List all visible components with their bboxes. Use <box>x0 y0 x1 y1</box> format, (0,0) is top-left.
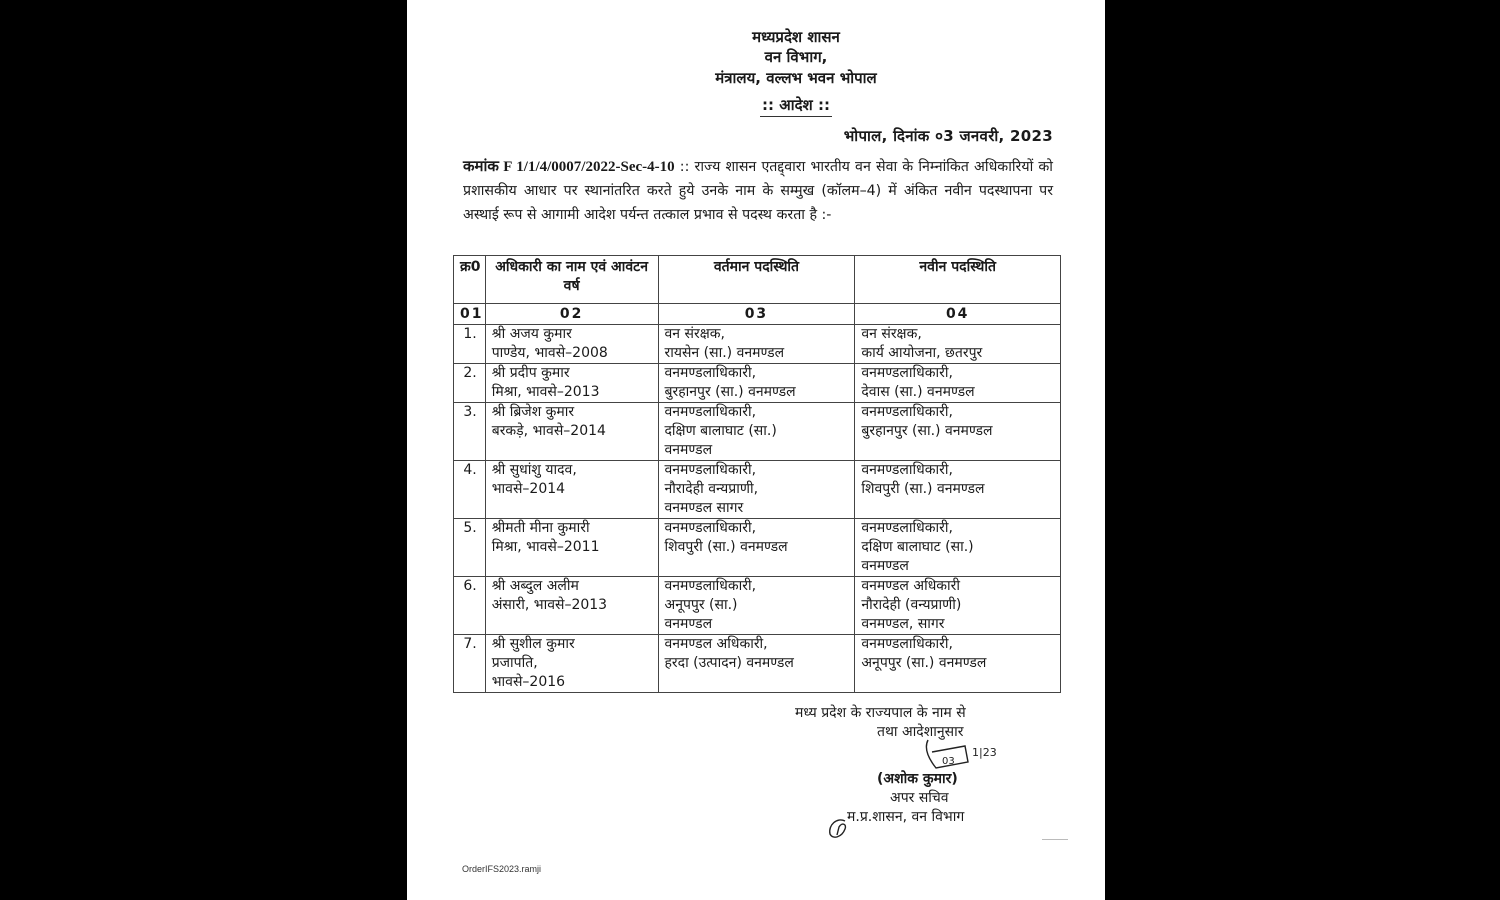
current-posting-line: वनमण्डलाधिकारी, <box>664 520 757 536</box>
table-header-row <box>454 256 1061 304</box>
signatory-name: (अशोक कुमार) <box>877 771 958 787</box>
new-posting-line: वनमण्डल <box>861 558 909 574</box>
officer-batch: मिश्रा, भावसे–2013 <box>491 384 600 400</box>
new-posting-line: वनमण्डलाधिकारी, <box>861 636 953 652</box>
serial-number: 6. <box>454 577 486 635</box>
current-posting-line: वनमण्डल <box>664 616 713 632</box>
column-number: 02 <box>485 304 658 325</box>
new-posting-line: शिवपुरी (सा.) वनमण्डल <box>861 481 985 497</box>
current-posting-line: शिवपुरी (सा.) वनमण्डल <box>664 539 788 555</box>
column-number: 03 <box>658 304 855 325</box>
order-reference: कमांक F 1/1/4/0007/2022-Sec-4-10 <box>463 159 675 175</box>
current-posting-line: वनमण्डल अधिकारी, <box>664 636 768 652</box>
new-posting-line: देवास (सा.) वनमण्डल <box>861 384 975 400</box>
header-department: वन विभाग, <box>764 48 828 66</box>
current-posting-line: वन संरक्षक, <box>664 326 725 342</box>
current-posting-cell <box>658 403 855 461</box>
current-posting-cell <box>658 577 855 635</box>
current-posting-line: हरदा (उत्पादन) वनमण्डल <box>664 655 794 671</box>
current-posting-cell <box>658 461 855 519</box>
table-row <box>454 577 1061 635</box>
column-number: 04 <box>855 304 1061 325</box>
officer-name: श्री प्रदीप कुमार <box>491 365 570 381</box>
order-text: :: राज्य शासन एतद्द्वारा भारतीय वन सेवा के निम्नांकित अधिकारियों को प्रशासकीय आधार पर स्थानांतरित करते हुये उनके नाम के सम्मुख (कॉलम–4) में अंकित नवीन पदस्थापना पर अस्थाई रूप से आगामी आदेश पर्यन्त तत्काल प्रभाव से पदस्थ करता है :- <box>463 159 1053 223</box>
table-row <box>454 635 1061 693</box>
officer-name: श्री सुधांशु यादव, <box>491 462 577 478</box>
new-posting-line: दक्षिण बालाघाट (सा.) <box>861 539 974 555</box>
serial-number: 3. <box>454 403 486 461</box>
column-number: 01 <box>454 304 486 325</box>
officer-name-cell <box>485 364 658 403</box>
header-address: मंत्रालय, वल्लभ भवन भोपाल <box>715 69 877 87</box>
current-posting-line: वनमण्डलाधिकारी, <box>664 462 757 478</box>
officer-name: श्री अब्दुल अलीम <box>491 578 579 594</box>
footer-watermark: OrderIFS2023.ramji <box>462 864 542 874</box>
table-row <box>454 325 1061 364</box>
signature-order-line: तथा आदेशानुसार <box>877 724 964 740</box>
officer-batch: भावसे–2016 <box>491 674 566 690</box>
officer-name-cell <box>485 635 658 693</box>
officer-name-cell <box>485 461 658 519</box>
serial-number: 2. <box>454 364 486 403</box>
header-officer-name: अधिकारी का नाम एवं आवंटन वर्ष <box>485 256 658 304</box>
current-posting-line: रायसेन (सा.) वनमण्डल <box>664 345 785 361</box>
current-posting-line: दक्षिण बालाघाट (सा.) <box>664 423 777 439</box>
current-posting-cell <box>658 519 855 577</box>
serial-number: 4. <box>454 461 486 519</box>
signatory-department: म.प्र.शासन, वन विभाग <box>847 809 965 825</box>
current-posting-line: वनमण्डलाधिकारी, <box>664 365 757 381</box>
new-posting-cell <box>855 325 1061 364</box>
officer-name: श्री अजय कुमार <box>491 326 572 342</box>
new-posting-line: वनमण्डल अधिकारी <box>861 578 961 594</box>
officer-name: श्री ब्रिजेश कुमार <box>491 404 575 420</box>
new-posting-line: वनमण्डलाधिकारी, <box>861 404 953 420</box>
table-row <box>454 403 1061 461</box>
current-posting-line: वनमण्डलाधिकारी, <box>664 578 757 594</box>
current-posting-line: अनूपपुर (सा.) <box>664 597 738 613</box>
signature-authority-line: मध्य प्रदेश के राज्यपाल के नाम से <box>795 705 966 721</box>
officer-name-cell <box>485 519 658 577</box>
new-posting-line: वनमण्डल, सागर <box>861 616 945 632</box>
header-current-posting: वर्तमान पदस्थिति <box>658 256 855 304</box>
current-posting-line: वनमण्डल <box>664 442 713 458</box>
officer-name-cell <box>485 577 658 635</box>
svg-text:1|23: 1|23 <box>972 746 997 759</box>
new-posting-line: कार्य आयोजना, छतरपुर <box>861 345 983 361</box>
current-posting-line: बुरहानपुर (सा.) वनमण्डल <box>664 384 796 400</box>
new-posting-line: वनमण्डलाधिकारी, <box>861 520 953 536</box>
current-posting-line: वनमण्डल सागर <box>664 500 744 516</box>
new-posting-line: वनमण्डलाधिकारी, <box>861 365 953 381</box>
order-title <box>447 95 1145 115</box>
header-serial: क्र0 <box>454 256 486 304</box>
new-posting-line: वनमण्डलाधिकारी, <box>861 462 953 478</box>
officer-name: श्रीमती मीना कुमारी <box>491 520 590 536</box>
officer-batch: बरकड़े, भावसे–2014 <box>491 423 606 439</box>
current-posting-cell <box>658 325 855 364</box>
current-posting-cell <box>658 364 855 403</box>
new-posting-cell <box>855 364 1061 403</box>
table-row <box>454 461 1061 519</box>
new-posting-line: वन संरक्षक, <box>861 326 922 342</box>
officer-batch: पाण्डेय, भावसे–2008 <box>491 345 608 361</box>
transfer-table <box>453 255 1061 693</box>
officer-batch: अंसारी, भावसे–2013 <box>491 597 608 613</box>
officer-name: प्रजापति, <box>491 655 538 671</box>
order-body <box>463 155 1053 227</box>
officer-name-cell <box>485 403 658 461</box>
table-row <box>454 364 1061 403</box>
column-number-row <box>454 304 1061 325</box>
new-posting-cell <box>855 403 1061 461</box>
header-government: मध्यप्रदेश शासन <box>752 28 840 46</box>
new-posting-cell <box>855 635 1061 693</box>
officer-batch: भावसे–2014 <box>491 481 566 497</box>
current-posting-line: वनमण्डलाधिकारी, <box>664 404 757 420</box>
document-page <box>407 0 1105 900</box>
initial-mark-icon <box>825 815 851 841</box>
officer-batch: मिश्रा, भावसे–2011 <box>491 539 600 555</box>
serial-number: 1. <box>454 325 486 364</box>
officer-name: श्री सुशील कुमार <box>491 636 575 652</box>
new-posting-line: बुरहानपुर (सा.) वनमण्डल <box>861 423 993 439</box>
header-new-posting: नवीन पदस्थिति <box>855 256 1061 304</box>
current-posting-cell <box>658 635 855 693</box>
date-line: भोपाल, दिनांक ०3 जनवरी, 2023 <box>843 127 1053 145</box>
officer-name-cell <box>485 325 658 364</box>
table-row <box>454 519 1061 577</box>
new-posting-cell <box>855 577 1061 635</box>
new-posting-cell <box>855 461 1061 519</box>
new-posting-line: अनूपपुर (सा.) वनमण्डल <box>861 655 987 671</box>
serial-number: 5. <box>454 519 486 577</box>
handwritten-date: 03 <box>942 756 955 767</box>
new-posting-line: नौरादेही (वन्यप्राणी) <box>861 597 962 613</box>
order-title-text: :: आदेश :: <box>760 96 832 117</box>
signatory-designation: अपर सचिव <box>890 790 949 806</box>
serial-number: 7. <box>454 635 486 693</box>
new-posting-cell <box>855 519 1061 577</box>
divider <box>1042 839 1068 840</box>
current-posting-line: नौरादेही वन्यप्राणी, <box>664 481 759 497</box>
